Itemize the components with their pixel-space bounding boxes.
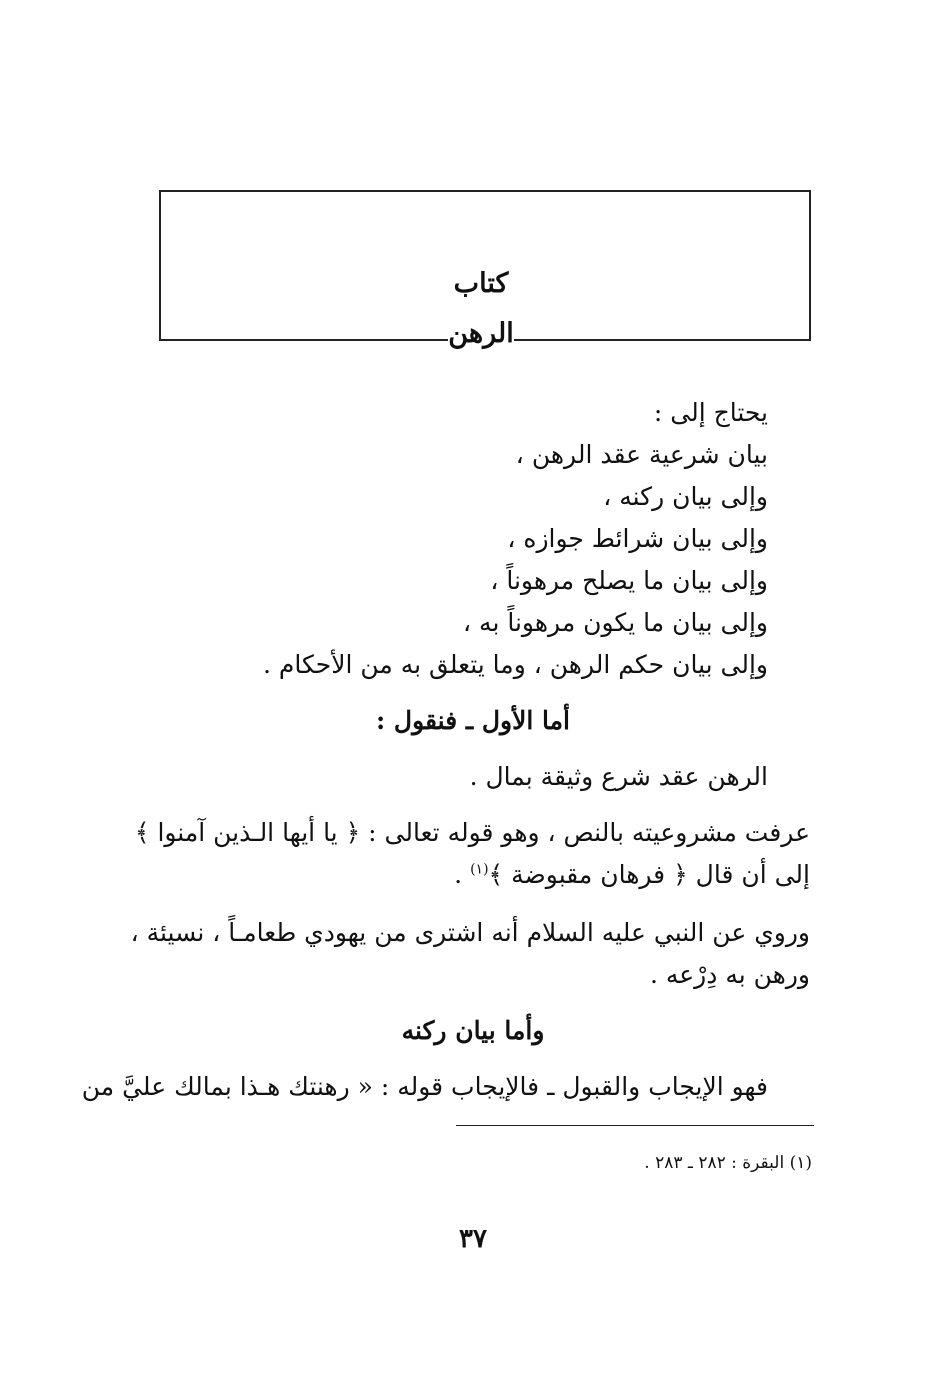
footnote-ref: (١) <box>470 861 489 878</box>
intro-item-4: وإلى بيان ما يصلح مرهوناً ، <box>490 566 768 595</box>
pillar-line-1: فهو الإيجاب والقبول ـ فالإيجاب قوله : « رهنتك هـذا بمالك عليَّ من <box>81 1072 768 1101</box>
intro-item-5: وإلى بيان ما يكون مرهوناً به ، <box>463 608 768 637</box>
footnote-separator <box>456 1125 814 1126</box>
intro-item-1: بيان شرعية عقد الرهن ، <box>515 440 768 469</box>
chapter-book-word <box>0 268 946 299</box>
section-one-heading: أما الأول ـ فنقول : <box>376 706 570 735</box>
intro-item-3: وإلى بيان شرائط جوازه ، <box>507 524 768 553</box>
title-frame-bottom-left <box>159 339 449 341</box>
scripture-end: . <box>454 860 471 889</box>
scripture-line-1: عرفت مشروعيته بالنص ، وهو قوله تعالى : ﴿ يا أيها الـذين آمنوا ﴾ <box>134 818 810 847</box>
intro-item-6: وإلى بيان حكم الرهن ، وما يتعلق به من الأحكام . <box>262 650 768 679</box>
scripture-line-2 <box>454 854 810 896</box>
chapter-title: الرهن <box>448 318 514 349</box>
book-word-text: كتاب <box>453 268 509 299</box>
page-number: ٣٧ <box>459 1224 487 1254</box>
footnote-text: (١) البقرة : ٢٨٢ ـ ٢٨٣ . <box>644 1153 812 1173</box>
intro-item-2: وإلى بيان ركنه ، <box>603 482 768 511</box>
scripture-quote: إلى أن قال ﴿ فرهان مقبوضة ﴾ <box>488 860 810 889</box>
title-frame-bottom-right <box>513 339 811 341</box>
hadith-line-1: وروي عن النبي عليه السلام أنه اشترى من يهودي طعامـاً ، نسيئة ، <box>130 918 810 947</box>
definition-line: الرهن عقد شرع وثيقة بمال . <box>469 762 768 791</box>
section-two-heading: وأما بيان ركنه <box>401 1016 545 1045</box>
hadith-line-2: ورهن به دِرْعه . <box>649 960 810 989</box>
intro-lead: يحتاج إلى : <box>653 398 768 427</box>
